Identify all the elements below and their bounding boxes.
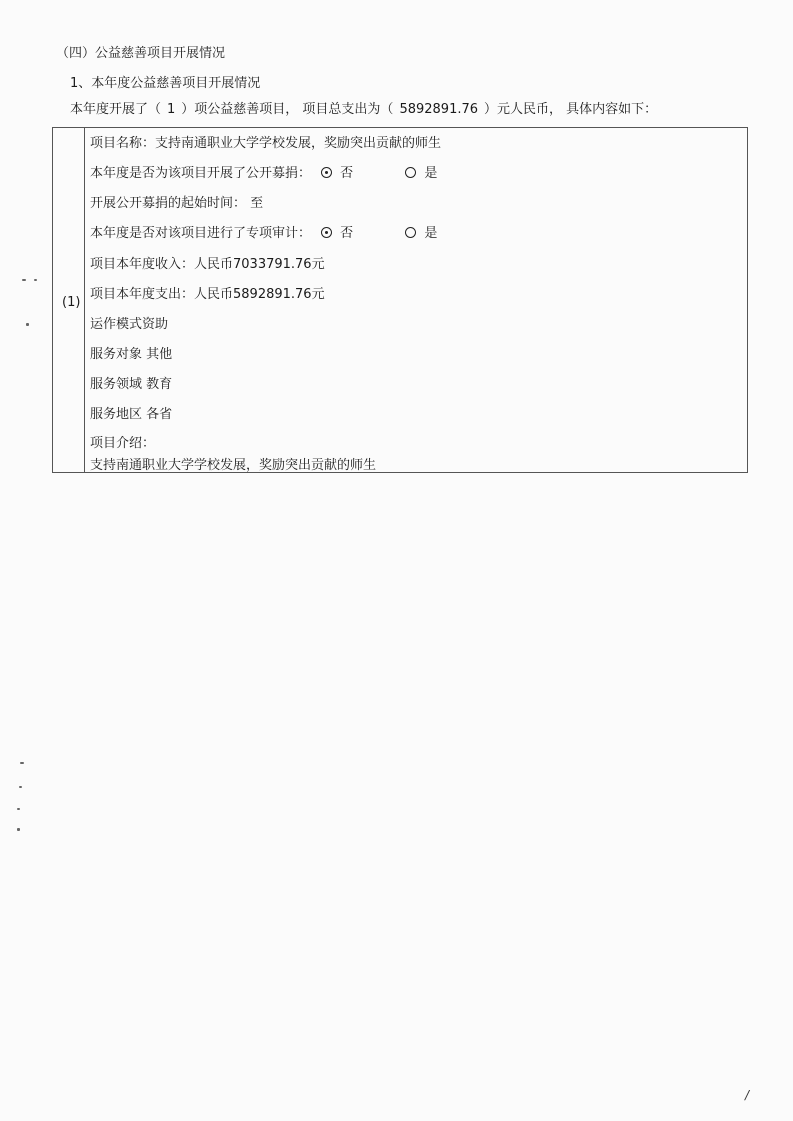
radio-checked-icon (321, 227, 332, 238)
service-region: 服务地区 各省 (90, 407, 173, 422)
scan-speck (26, 323, 29, 326)
radio-unchecked-icon (405, 167, 416, 178)
scan-speck (22, 279, 26, 281)
intro-sentence (70, 102, 657, 118)
project-details-cell (85, 128, 747, 472)
section-heading: （四）公益慈善项目开展情况 (56, 46, 226, 61)
project-count: 1 (167, 102, 176, 117)
service-field: 服务领域 教育 (90, 377, 173, 392)
intro-part2: ）项公益慈善项目， 项目总支出为（ (181, 102, 394, 117)
scan-speck (17, 808, 20, 810)
fundraising-time: 开展公开募捐的起始时间： 至 (90, 196, 264, 211)
fundraising-option-no-label: 否 (340, 166, 354, 181)
scan-speck (19, 786, 22, 788)
audit-option-yes[interactable] (405, 226, 437, 242)
project-income: 项目本年度收入：人民币7033791.76元 (90, 257, 325, 272)
intro-part1: 本年度开展了（ (70, 102, 162, 117)
radio-unchecked-icon (405, 227, 416, 238)
audit-option-no[interactable] (321, 226, 353, 242)
scan-speck (20, 762, 24, 764)
fundraising-option-yes-label: 是 (424, 166, 438, 181)
total-expense: 5892891.76 (399, 102, 479, 117)
scan-speck (34, 279, 37, 281)
subsection-heading: 1、本年度公益慈善项目开展情况 (70, 76, 261, 91)
fundraising-option-yes[interactable] (405, 166, 437, 182)
service-target: 服务对象 其他 (90, 347, 173, 362)
audit-row (90, 226, 437, 242)
project-name: 项目名称：支持南通职业大学学校发展，奖励突出贡献的师生 (90, 136, 442, 151)
project-expense: 项目本年度支出：人民币5892891.76元 (90, 287, 325, 302)
page-mark: / (745, 1088, 750, 1102)
audit-question: 本年度是否对该项目进行了专项审计： (90, 226, 312, 241)
intro-part3: ）元人民币， 具体内容如下： (484, 102, 658, 117)
operation-mode: 运作模式资助 (90, 317, 169, 332)
scan-speck (17, 828, 20, 831)
project-index-cell (53, 128, 85, 472)
project-intro-label: 项目介绍： (90, 436, 156, 451)
project-intro-text: 支持南通职业大学学校发展，奖励突出贡献的师生 (90, 458, 377, 473)
fundraising-row (90, 166, 437, 182)
project-index: (1) (62, 295, 81, 310)
audit-option-yes-label: 是 (424, 226, 438, 241)
fundraising-option-no[interactable] (321, 166, 353, 182)
radio-checked-icon (321, 167, 332, 178)
project-table (52, 127, 748, 473)
audit-option-no-label: 否 (340, 226, 354, 241)
fundraising-question: 本年度是否为该项目开展了公开募捐： (90, 166, 312, 181)
